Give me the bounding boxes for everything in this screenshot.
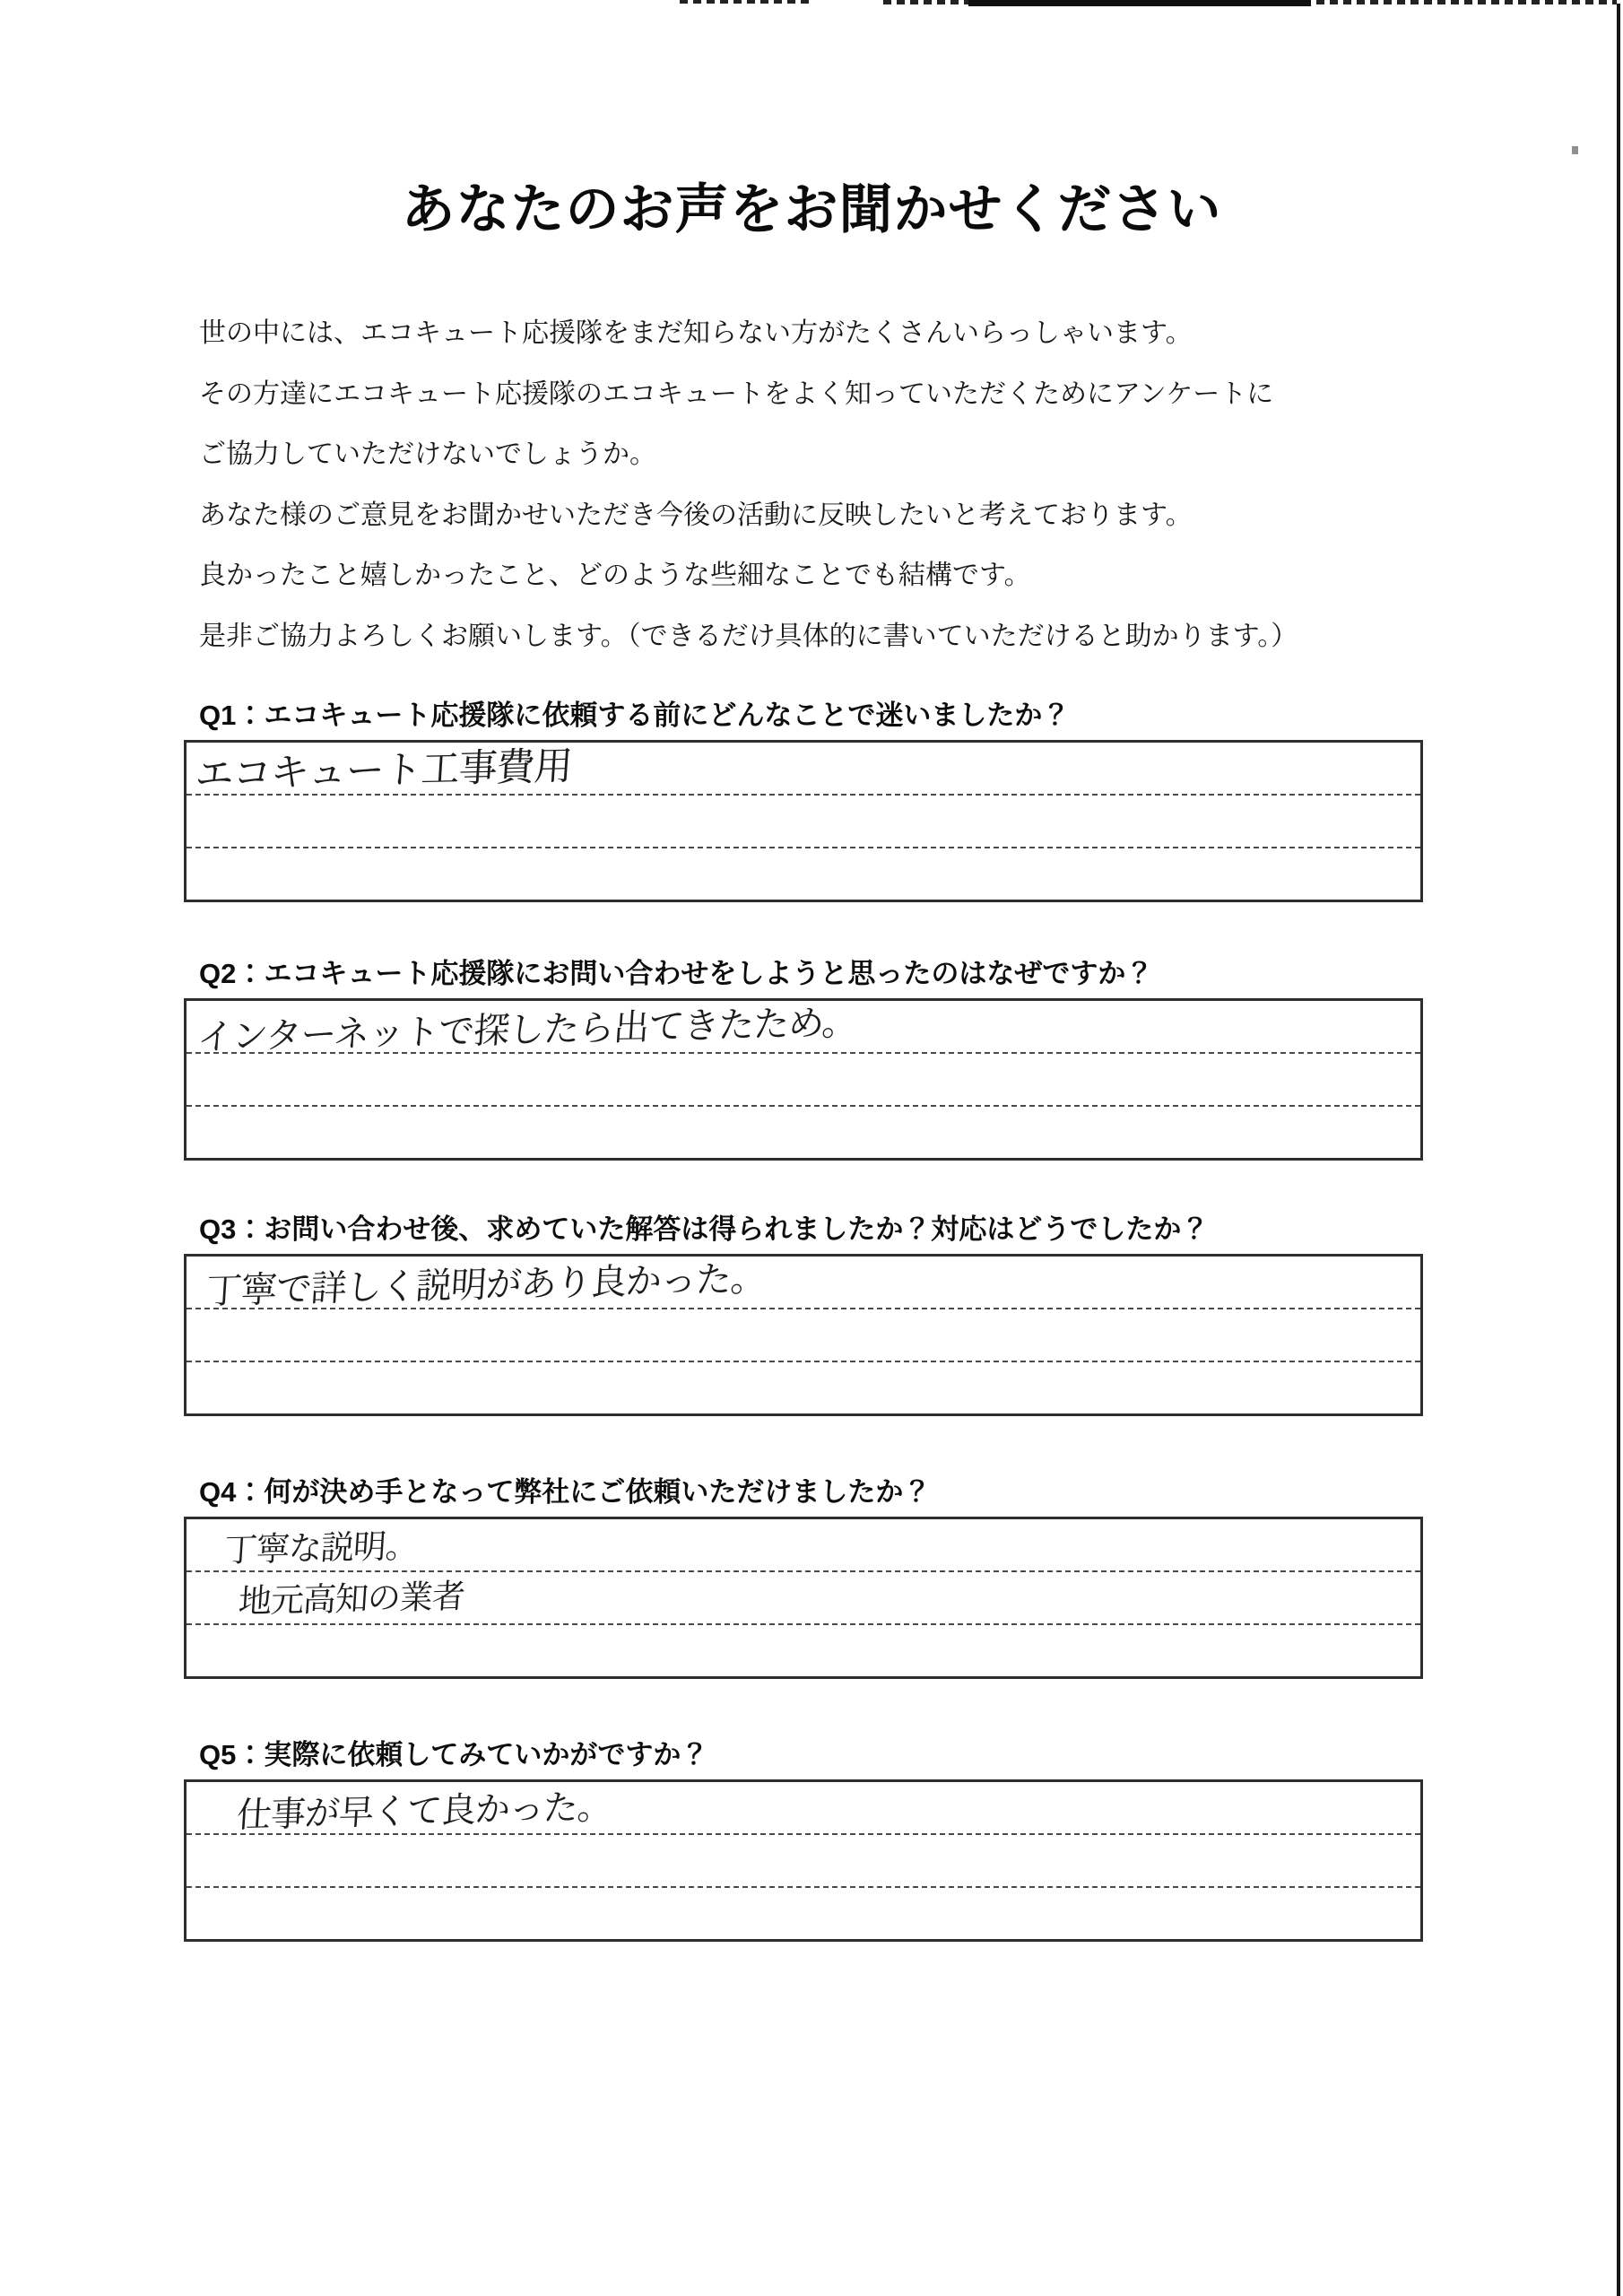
question-q2-label: Q2：エコキュート応援隊にお問い合わせをしようと思ったのはなぜですか？ <box>199 958 1154 989</box>
question-section-q5 <box>184 1737 1426 1837</box>
question-q1-label: Q1：エコキュート応援隊に依頼する前にどんなことで迷いましたか？ <box>199 700 1071 731</box>
answer-row <box>187 1107 1420 1158</box>
question-q5-answer-box <box>184 1779 1423 1942</box>
intro-paragraph <box>199 303 1472 666</box>
scan-artifact-top-edge <box>883 0 968 4</box>
intro-line: 世の中には、エコキュート応援隊をまだ知らない方がたくさんいらっしゃいます。 <box>199 318 1193 348</box>
question-section-q4 <box>184 1474 1426 1622</box>
question-q3-answer-box <box>184 1254 1423 1416</box>
handwritten-answer: エコキュート工事費用 <box>194 744 574 798</box>
answer-row <box>187 1835 1420 1888</box>
page-title: あなたのお声をお聞かせください <box>401 179 1222 239</box>
answer-row <box>187 1309 1420 1362</box>
question-q4-answer-box <box>184 1517 1423 1679</box>
question-q3-label: Q3：お問い合わせ後、求めていた解答は得られましたか？対応はどうでしたか？ <box>199 1213 1210 1245</box>
handwritten-answer: 丁寧で詳しく説明があり良かった。 <box>204 1257 768 1313</box>
handwritten-answer: インターネットで探したら出てきたため。 <box>195 1002 859 1059</box>
answer-row <box>187 1054 1420 1107</box>
intro-line: あなた様のご意見をお聞かせいただき今後の活動に反映したいと考えております。 <box>199 500 1193 530</box>
scan-artifact-top-edge <box>1316 0 1617 4</box>
question-section-q3 <box>184 1212 1426 1313</box>
scan-artifact-dot <box>1572 146 1578 154</box>
intro-line: 是非ご協力よろしくお願いします。（できるだけ具体的に書いていただけると助かります。） <box>199 621 1298 651</box>
intro-line: ご協力していただけないでしょうか。 <box>199 439 656 469</box>
intro-line: その方達にエコキュート応援隊のエコキュートをよく知っていただくためにアンケートに <box>199 378 1274 409</box>
intro-line: 良かったこと嬉しかったこと、どのような些細なことでも結構です。 <box>199 561 1031 590</box>
question-section-q1 <box>184 698 1426 798</box>
handwritten-answer: 地元高知の業者 <box>237 1577 466 1622</box>
scan-artifact-top-edge <box>680 0 814 4</box>
answer-row <box>187 848 1420 900</box>
answer-row <box>187 1625 1420 1676</box>
scan-artifact-top-edge <box>968 0 1311 6</box>
handwritten-answer: 仕事が早くて良かった。 <box>235 1787 613 1837</box>
scan-artifact-right-edge <box>1617 4 1620 2296</box>
question-q1-answer-box <box>184 740 1423 902</box>
handwritten-answer: 丁寧な説明。 <box>222 1526 420 1570</box>
question-section-q2 <box>184 956 1426 1059</box>
question-q5-label: Q5：実際に依頼してみていかがですか？ <box>199 1739 709 1770</box>
answer-row <box>187 1362 1420 1413</box>
question-q4-label: Q4：何が決め手となって弊社にご依頼いただけましたか？ <box>199 1476 932 1508</box>
answer-row <box>187 1888 1420 1939</box>
answer-row <box>187 796 1420 848</box>
question-q2-answer-box <box>184 998 1423 1161</box>
